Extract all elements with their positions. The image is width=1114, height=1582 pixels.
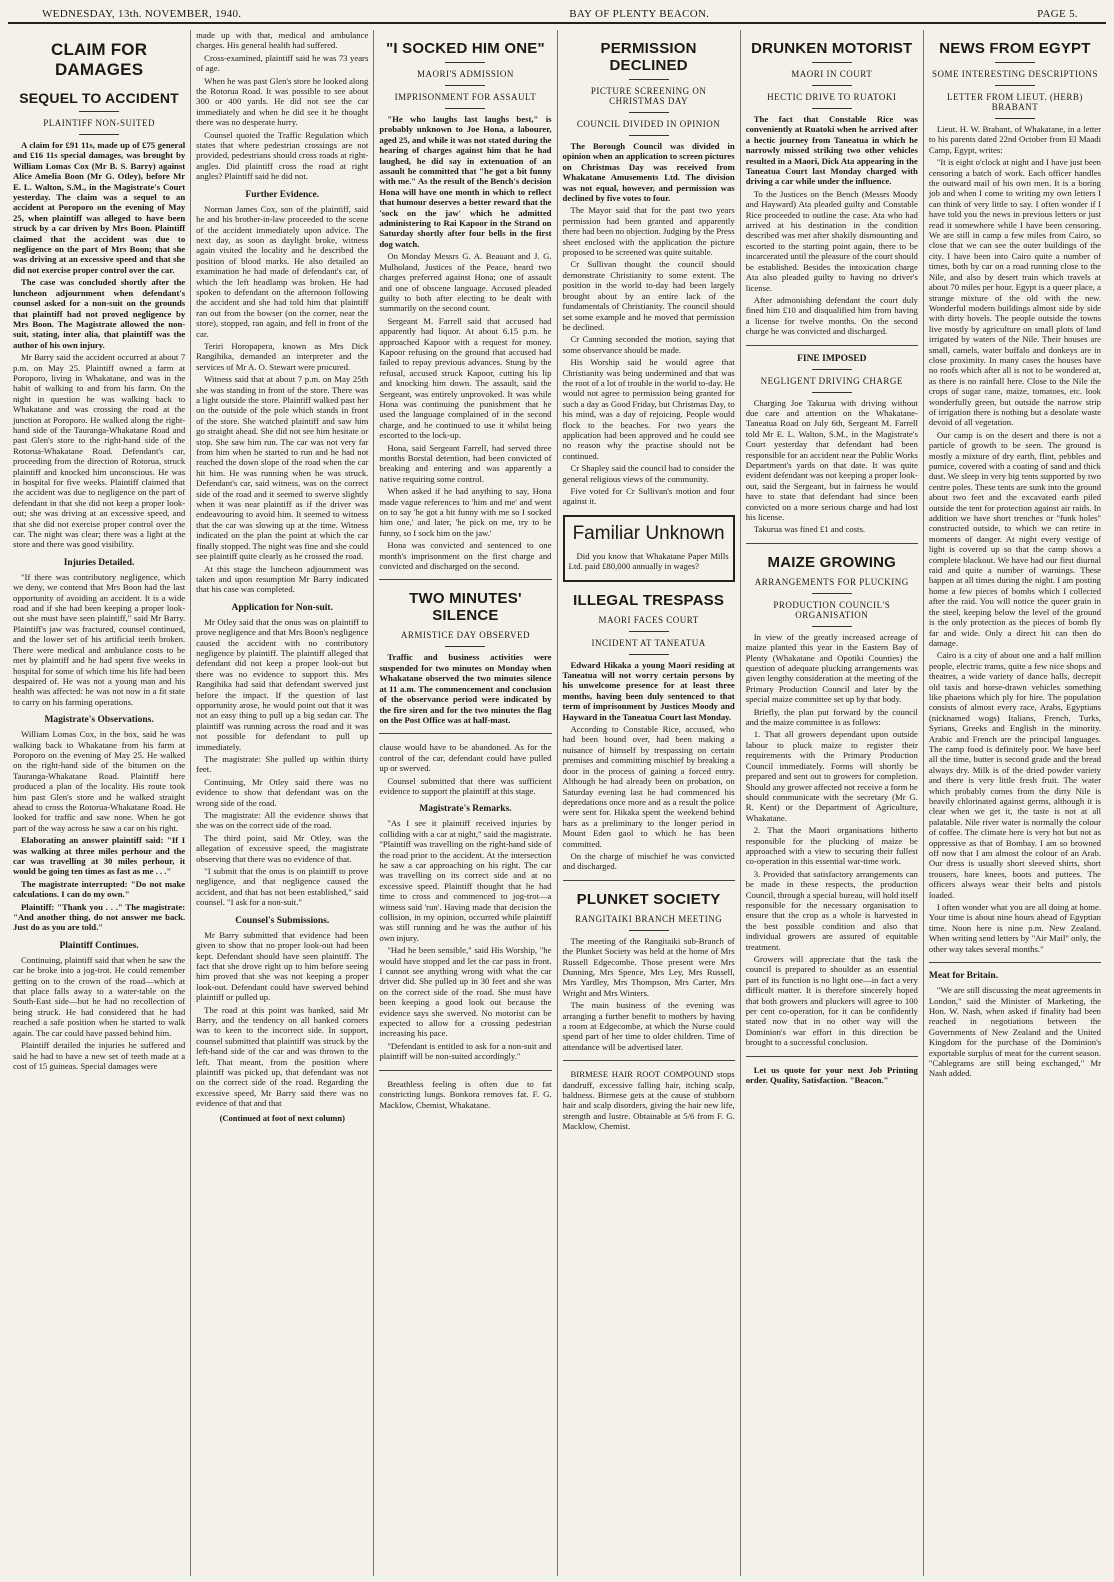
- paragraph: Sergeant M. Farrell said that accused had apparently had liquor. At about 6.15 p.m. he approached Kapoor with a request for money. Kapoor refusing on the ground that accused had failed to repay previous advances. Stung by the refusal, accused struck Kapoor, cutting his lip and knocking him down. The assault, said the Sergeant, was entirely unprovoked. It was while Hona was continuing the punishment that he used the language complained of in the second charge, and he continued to use it whilst being escorted to the lock-up.: [379, 315, 552, 441]
- divider: [79, 111, 119, 112]
- subhead: LETTER FROM LIEUT. (HERB) BRABANT: [947, 92, 1083, 112]
- subhead: MAORI'S ADMISSION: [416, 69, 514, 79]
- divider: [445, 85, 485, 86]
- paragraph: Cross-examined, plaintiff said he was 73 years of age.: [196, 52, 369, 74]
- advertisement: BIRMESE HAIR ROOT COMPOUND stops dandruff, excessive falling hair, itching scalp, baldness. Birmese gets at the cause of stubborn hair and scalp disorders, giving the hair new life, strength and lustre. Obtainable at 5/6 from F. G. Macklow, Chemist.: [562, 1069, 735, 1132]
- article-lead: A claim for £91 11s, made up of £75 general and £16 11s special damages, was brought by William Lomas Cox (Mr B. S. Barry) against Alice Amelia Boon (Mr G. Otley), before Mr E. L. Walton, S.M., in the Magistrate's Court yesterday. The claim was a sequel to an accident at Poroporo on the evening of May 25, when plaintiff was alleged to have been struck by a car driven by Mrs Boon. Plaintiff claimed that the accident was due to negligence on the part of Mrs Boon; that she was driving at an excessive speed and that she did not exercise proper control over the car.: [13, 140, 186, 275]
- section-heading: Application for Non-suit.: [231, 602, 333, 613]
- headline-drunken-motorist: DRUNKEN MOTORIST: [751, 40, 913, 57]
- divider: [812, 369, 852, 370]
- paragraph: Briefly, the plan put forward by the council and the maize committee is as follows:: [745, 706, 918, 728]
- paragraph: Plaintiff: "Thank you . . ." The magistrate: "And another thing, do not answer me back. Just do as you are told.": [13, 901, 186, 933]
- subhead: INCIDENT AT TANEATUA: [591, 637, 706, 648]
- paragraph: At this stage the luncheon adjournment was taken and upon resumption Mr Barry indicated that his case was completed.: [196, 563, 369, 595]
- paragraph: Cr Canning seconded the motion, saying that some observance should be made.: [562, 334, 735, 355]
- paragraph: Continuing, Mr Otley said there was no evidence to show that defendant was on the wrong side of the road.: [196, 776, 369, 808]
- subhead: PRODUCTION COUNCIL'S ORGANISATION: [773, 599, 891, 620]
- divider: [812, 593, 852, 594]
- divider: [445, 646, 485, 647]
- headline-sequel: SEQUEL TO ACCIDENT: [19, 90, 179, 106]
- divider: [379, 1070, 551, 1071]
- divider: [629, 631, 669, 632]
- paragraph: On Monday Messrs G. A. Beauant and J. G. Mulholand, Justices of the Peace, heard two charges preferred against Hona; one of assault and one of obscene language. Accused pleaded guilty to both after electing to be dealt with summarily on the second count.: [379, 251, 552, 314]
- paragraph: "If there was contributory negligence, which we deny, we contend that Mrs Boon had the last opportunity of avoiding an accident. It is a wide road and if she had been keeping a proper look-out she must have seen plaintiff," said Mr Barry. Plaintiff's jaw was fractured, counsel continued, and the lower set of his artificial teeth broken. There were medical and ambulance costs to be met by plaintiff and he had spent five weeks in hospital for some of which time his life had been despaired of. He was not a young man and his health was affected: he was not now in a fit state to carry on his farming operations.: [13, 571, 186, 707]
- paragraph: Teriri Horopapera, known as Mrs Dick Rangihika, demanded an interpreter and the services of Mr A. O. Stewart were procured.: [196, 340, 369, 372]
- paragraph: The meeting of the Rangitaiki sub-Branch of the Plunket Society was held at the home of Mrs Russell Edgecombe. Those present were Mrs Dunning, Mrs Spence, Mrs Ley, Mrs Russell, Mrs Yardley, Mrs Thompson, Mrs Carter, Mrs Wright and Mrs Winters.: [562, 935, 735, 998]
- divider: [995, 118, 1035, 119]
- paragraph: Witness said that at about 7 p.m. on May 25th she was standing in front of the store. There was a light outside the store. Plaintiff walked past her on the outside of the pole which stands in front of the store. She watched plaintiff and saw him go straight ahead. She did not see him hesitate or stop. She saw him run. The car was not very far from him when he started to run and he had not reached the down slope of the road when the car hit him. He was running when he was struck. Defendant's car, said witness, was on the correct side of the road and it seemed to swerve slightly when it was near plaintiff as if the driver was endeavouring to avoid him. It seemed to witness that the car was slowing up at the time. Witness indicated on the plan the point at which the car finally stopped. The night was fine and she could see plaintiff quite clearly as he crossed the road.: [196, 374, 369, 562]
- familiar-unknown-box: [563, 515, 735, 582]
- section-heading: Magistrate's Remarks.: [419, 804, 512, 815]
- subhead: ARMISTICE DAY OBSERVED: [400, 630, 530, 641]
- paragraph: made up with that, medical and ambulance charges. His general health had suffered.: [196, 30, 369, 51]
- subhead-non-suited: PLAINTIFF NON-SUITED: [43, 118, 155, 128]
- divider: [812, 62, 852, 63]
- subhead: HECTIC DRIVE TO RUATOKI: [767, 92, 897, 102]
- paragraph: The road at this point was banked, said Mr Barry, and the tendency on all banked corners was to keen to the incorrect side. In support, counsel submitted that plaintiff was struck by the left-hand side of the car and was thrown to the left. That meant, from the position where plaintiff was picked up, that defendant was not on the correct side of the road. Regarding the excessive speed, Mr Barry said there was no evidence of that and that: [196, 1004, 369, 1109]
- advertisement: Let us quote for your next Job Printing order. Quality, Satisfaction. "Beacon.": [745, 1064, 918, 1086]
- column-5: [741, 30, 924, 1576]
- divider: [812, 392, 852, 393]
- subhead: ARRANGEMENTS FOR PLUCKING: [754, 576, 909, 587]
- subhead: MAORI FACES COURT: [598, 614, 699, 625]
- paragraph: Cairo is a city of about one and a half million people, electric trams, quite a few nice shops and theatres, a wide variety of dance halls, decrepit old taxis and horse-drawn vehicles something like phaetons which ply for hire. The population consists of almost every race, Arabs, Egyptians (nicknamed wogs) Italians, French, Turks, Syrians, Greeks and English in the minority. Arabic and French are the principal languages. The camp food is definitely poor. We have beef all the time, butter is second grade and the bread always dry. Milk is of the dried powder variety and there is very little fresh fruit. The water which probably comes from the dirty Nile is heavily chlorinated against germs, although it is clear when we get it, the taste is not at all palatable. Nile river water is normally the colour of coffee. The climate here is very hot but not as oppressive as that of Bombay. I am so browned off now that I am almost the colour of an Arab. Our dress is usually short sleeved shirts, short trousers, bare knees, boots and puttees. The officers always wear their belts and pistols loaded.: [928, 650, 1102, 900]
- headline-socked-him-one: "I SOCKED HIM ONE": [386, 40, 545, 57]
- divider: [995, 85, 1035, 86]
- subhead: MAORI IN COURT: [791, 69, 873, 79]
- article-lead: Traffic and business activities were suspended for two minutes on Monday when Whakatane observed the two minutes silence at 11 a.m. The commencement and conclusion of the observance period were indicated by the fire siren and for the two minutes the flag on the Post Office was at half-mast.: [379, 652, 552, 725]
- paragraph: The magistrate: All the evidence shows that she was on the correct side of the road.: [196, 810, 369, 831]
- paper-name: BAY OF PLENTY BEACON.: [569, 8, 710, 20]
- subhead: SOME INTERESTING DESCRIPTIONS: [931, 69, 1098, 79]
- paragraph: Hona was convicted and sentenced to one month's imprisonment on the first charge and convicted and discharged on the second.: [379, 540, 552, 572]
- headline-plunket-society: PLUNKET SOCIETY: [576, 890, 721, 908]
- section-heading: Meat for Britain.: [928, 971, 999, 982]
- paragraph: Continuing, plaintiff said that when he saw the car he broke into a jog-trot. He could remember getting on to the crown of the road—which at that place falls away to a water-table on the South-East side—but he had no recollection of being struck. He had considered that he had reached a safe position when he started to walk again. The car could have passed behind him.: [13, 954, 186, 1038]
- paragraph: The Mayor said that for the past two years permission had been granted and apparently there had been no objection. Judging by the Press sheet enclosed with the application the picture proposed to be screened was quite suitable.: [562, 205, 735, 258]
- paragraph: Cr Shapley said the council had to consider the general religious views of the community.: [562, 463, 735, 484]
- divider: [995, 62, 1035, 63]
- paragraph: 3. Provided that satisfactory arrangements can be made in these respects, the production Council, through a special bureau, will hold itself responsible for the necessary organisation to ensure that the crop as a whole is harvested in the best possible condition and also that individual growers are assured of equitable treatment.: [745, 868, 918, 952]
- column-3: [374, 30, 557, 1576]
- article-lead: "He who laughs last laughs best," is probably unknown to Joe Hona, a labourer, aged 25, and while it was not stated during the hearing of charges against him that he had laughed, he did say in extenuation of an assault he committed that "he got a bit funny with me." As the result of the Bench's decision Hona will have one month in which to reflect that humour deserves a better reward that the 'sock on the jaw' which he admitted administering to Rai Kapoor in the Strand on Saturday shortly after four bells in the first dog watch.: [379, 114, 552, 249]
- column-4: [558, 30, 741, 1576]
- divider: [379, 733, 551, 734]
- section-heading: Plaintiff Continues.: [59, 940, 139, 951]
- column-2: [191, 30, 374, 1576]
- masthead: [8, 0, 1106, 24]
- columns: [8, 30, 1106, 1576]
- paragraph: The third point, said Mr Otley, was the allegation of excessive speed, the magistrate observing that there was no evidence of that.: [196, 832, 369, 864]
- divider: [629, 112, 669, 113]
- paragraph: On the charge of mischief he was convicted and discharged.: [562, 850, 735, 872]
- section-heading: Magistrate's Observations.: [44, 715, 154, 726]
- paragraph: Plaintiff detailed the injuries he suffered and said he had to have a new set of teeth made at a cost of 15 guineas. Special damages were: [13, 1040, 186, 1071]
- column-6: [924, 30, 1106, 1576]
- paragraph: "Defendant is entitled to ask for a non-suit and plaintiff will be non-suited accordingly.": [379, 1040, 552, 1062]
- article-lead: Edward Hikaka a young Maori residing at Taneatua will not worry certain persons by his unwelcome presence for at least three months, having been duly sentenced to that term of imprisonment by Justices Moody and Hayward in the Taneatua Court last Monday.: [562, 659, 735, 722]
- divider: [629, 654, 669, 655]
- headline-maize-growing: MAIZE GROWING: [767, 553, 896, 571]
- subhead: COUNCIL DIVIDED IN OPINION: [576, 119, 721, 129]
- paragraph: Cr Sullivan thought the council should demonstrate Christianity to some extent. The position in the world to-day had been largely brought about by an entire lack of the fundamentals of Christianity. The council should set some example and he moved that permission be declined.: [562, 259, 735, 332]
- divider: [746, 345, 918, 346]
- paragraph: Mr Barry submitted that evidence had been given to show that no proper look-out had been kept. Defendant should have seen plaintiff. The fact that she drove right up to him before seeing him proved that she was not keeping a proper look-out. Defendant could have swerved behind plaintiff or pulled up.: [196, 929, 369, 1003]
- headline-claim-for-damages: CLAIM FOR DAMAGES: [50, 40, 148, 79]
- paragraph: "It is eight o'clock at night and I have just been censoring a batch of work. Each officer handles the outward mail of his own men. It is a boring job and when I come to writing my own letters I can think of very little to say. I often wonder if I have told you the news in previous letters or just read it somewhere while I have been censoring. We are still in camp a few miles from Cairo, so close that we can see the outer buildings of the city. I have been into Cairo quite a number of times, both by car on a road running close to the Nile, and also by desert train which travels at about 70 miles per hour. Egypt is a queer place, a strange mixture of the old with the new. Wonderful modern buildings almost side by side with dirty hovels. The people outside the towns live mostly by agriculture on small plots of land irrigated by waters of the Nile. Their houses are small, camels, water buffalo and donkeys are in close proximity. In many cases the houses have no roofs which after all is not to be wondered at, as there is no rainfall here. Close to the Nile the crops of sugar cane, maize, tomatoes, etc. look wonderfully green, but outside the narrow strip of irrigation there is nothing but a desolate waste devoid of all vegetation.: [928, 157, 1102, 428]
- divider: [445, 108, 485, 109]
- headline-two-minutes-silence: TWO MINUTES' SILENCE: [409, 590, 522, 625]
- box-text: Did you know that Whakatane Paper Mills Ltd. paid £80,000 annually in wages?: [568, 550, 729, 572]
- paragraph: According to Constable Rice, accused, who had been bound over, had been making a nuisance of himself by trespassing on certain premises and committing mischief by breaking a door in the process of gaining a forced entry. Although he had already been on probation, on Saturday evening last he had commenced his depredations once more and as a result the police were sent for. Hikaka spent the weekend behind bars as a preliminary to the longer period in Mount Eden gaol to which he has been committed.: [562, 724, 735, 849]
- section-heading: Injuries Detailed.: [63, 557, 135, 568]
- divider: [812, 108, 852, 109]
- continued-note: (Continued at foot of next column): [219, 1112, 345, 1123]
- paragraph: To the Justices on the Bench (Messrs Moody and Hayward) Ata pleaded guilty and Constable Rice proceeded to outline the case. Ata who had arrived at his destination in the condition described was met after shakily dismounting and escorted to the starting point again, there to be incarcerated until the pleasure of the court should be established. Besides the intoxication charge Ata also pleaded guilty to having no driver's license.: [745, 188, 918, 293]
- paragraph: William Lomas Cox, in the box, said he was walking back to Whakatane from his farm at Poroporo on the evening of May 25. He walked on the right-hand side of the bitumen on the Tauranga-Whakatane Road. Plaintiff here produced a plan of the locality. His route took him past Glen's store and he walked straight ahead to cross the Rotorua-Whakatane Road. He looked for traffic and saw none. When he got part of the way across he saw a car on his right.: [13, 729, 186, 833]
- divider: [812, 85, 852, 86]
- paragraph: Growers will appreciate that the task the council is prepared to shoulder as an essential part of its function is no light one—in fact a very difficult matter. It is therefore sincerely hoped that both growers and pluckers will agree to 100 per cent co-operation, for it can be confidently stated now that in no other way will the Dominion's war effort in this direction be brought to a successful conclusion.: [745, 954, 918, 1048]
- paragraph: Counsel submitted that there was sufficient evidence to support the plaintiff at this stage.: [379, 775, 552, 796]
- paragraph: Norman James Cox, son of the plaintiff, said he and his brother-in-law proceeded to the scene of the accident immediately upon advice. The next day, as soon as daylight broke, witness again visited the locality and he described the position of blood marks. He also detailed an examination he had made of defendant's car, of which the left headlamp was broken. He had spoken to defendant on the afternoon following the accident and she had told him that plaintiff ran out from the bowser (on the corner, near the store), stopped, ran again, and fell in front of the car.: [196, 203, 369, 339]
- article-lead: The Borough Council was divided in opinion when an application to screen pictures on Christmas Day was received from Whakatane Amusements Ltd. The division was not equal, however, and permission was declined by five votes to four.: [562, 141, 735, 204]
- paragraph: Five voted for Cr Sullivan's motion and four against it.: [562, 486, 735, 507]
- divider: [812, 626, 852, 627]
- paragraph: In view of the greatly increased acreage of maize planted this year in the Eastern Bay of Plenty (Whakatane and Opotiki Counties) the question of adequate plucking arrangements was given lengthy consideration at the meeting of the Primary Production Council and later by the special maize committee set up by that body.: [745, 631, 918, 705]
- headline-news-from-egypt: NEWS FROM EGYPT: [939, 40, 1091, 57]
- divider: [445, 62, 485, 63]
- paragraph: The main business of the evening was arranging a further benefit to mothers by having a room at Edgecombe, at which the Nurse could spend part of her time to older children. Time of attendance will be advertised later.: [562, 1000, 735, 1052]
- issue-date: WEDNESDAY, 13th. NOVEMBER, 1940.: [42, 8, 242, 20]
- paragraph: When he was past Glen's store he looked along the Rotorua Road. It was possible to see about 300 or 400 yards. He did not see the car immediately and when he did see it he thought there was no desperate hurry.: [196, 75, 369, 128]
- page-number: PAGE 5.: [1037, 8, 1078, 20]
- section-heading: Counsel's Submissions.: [235, 915, 330, 926]
- section-heading: Further Evidence.: [245, 189, 320, 200]
- paragraph: 2. That the Maori organisations hitherto responsible for the plucking of maize be approached with a view to securing their fullest co-operation in this essential war-time work.: [745, 825, 918, 867]
- advertisement: Breathless feeling is often due to fat constricting lungs. Bonkora removes fat. F. G. Macklow, Chemist, Whakatane.: [379, 1078, 552, 1110]
- paragraph: When asked if he had anything to say, Hona made vague references to 'him and me' and went on to say 'he got a bit funny with me so I socked him one,' and later, 'he pick on me, try to be funny, so I sock him on the jaw.': [379, 486, 552, 538]
- divider: [746, 1056, 918, 1057]
- paragraph: Mr Barry said the accident occurred at about 7 p.m. on May 25. Plaintiff owned a farm at Poroporo, living in Whakatane, and was in the habit of walking to and from his farm. On the night in question he was walking back to Whakatane and was crossing the road at the junction at Poroporo. He walked along the right-hand side of the Tauranga-Whakatane Road and past Glen's store to the right-hand side of the Rotorua-Whakatane Road. Defendant's car, proceeding from the direction of Rotorua, struck plaintiff and knocked him unconscious. He was in hospital for five weeks. Plaintiff claimed that the accident was due to negligence on the part of defendant in that she did not keep a proper look-out; she was driving at an excessive speed, and that she did not exercise proper control over the car. The night was clear; there was a light at the store and there was good visibility.: [13, 352, 186, 550]
- divider: [629, 79, 669, 80]
- subhead: IMPRISONMENT FOR ASSAULT: [394, 92, 537, 102]
- paragraph: Elaborating an answer plaintiff said: "If I was walking at three miles perhour and the car was travelling at 30 miles perhour, it would be going ten times as fast as me . . .": [13, 835, 186, 877]
- paragraph: I often wonder what you are all doing at home. Your time is about nine hours ahead of Egyptian time. Noon here is nine p.m. New Zealand. When writing send letters by "Air Mail" only, the other way takes several months.": [928, 902, 1102, 954]
- paragraph: The magistrate: She pulled up within thirty feet.: [196, 754, 369, 775]
- divider: [629, 930, 669, 931]
- paragraph: "As I see it plaintiff received injuries by colliding with a car at night," said the magistrate. "Plaintiff was travelling on the right-hand side of the road prior to the accident. At the intersection he saw a car approaching on his right. The car was travelling on its correct side and at no excessive speed. Plaintiff thought that he had time to cross and commenced to jog-trot—a witness said 'run'. Having made that decision the collision, in my opinion, occurred while plaintiff was still running and he was the author of his own injury.: [379, 818, 552, 943]
- paragraph: "I submit that the onus is on plaintiff to prove negligence, and that negligence caused the accident, and that has not been established," said counsel. "I ask for a non-suit.": [196, 866, 369, 908]
- column-1: [8, 30, 191, 1576]
- divider: [629, 135, 669, 136]
- headline-permission-declined: PERMISSION DECLINED: [600, 40, 697, 74]
- paragraph: 1. That all growers dependant upon outside labour to pluck maize to register their requirements with the Primary Production Council immediately. Forms will shortly be prepared and sent out to growers for completion. Should any grower affected not receive a form he should communicate with the secretary (Mr G. R. Kent) or the Department of Agriculture, Whakatane.: [745, 729, 918, 823]
- paragraph: Counsel quoted the Traffic Regulation which states that where pedestrian crossings are not provided, pedestrians should cross roads at right-angles. Did plaintiff cross the road at right angles? Plaintiff said he did not.: [196, 129, 369, 182]
- article-lead: The fact that Constable Rice was conveniently at Ruatoki when he arrived after a hectic journey from Taneatua in which he narrowly missed striking two other vehicles resulted in a Maori, Dick Ata appearing in the Taneatua Court last Monday charged with driving a car while under the influence.: [745, 114, 918, 187]
- headline-fine-imposed: FINE IMPOSED: [797, 353, 867, 364]
- paragraph: Lieut. H. W. Brabant, of Whakatane, in a letter to his parents dated 22nd October from El Maadi Camp, Egypt, writes:: [928, 124, 1102, 155]
- paragraph: His Worship said he would agree that Christianity was being undermined and that was the root of a lot of trouble in the world to-day. He would not agree to permission being granted for such a day as Good Friday, but Christmas Day, to his mind, was a day of rejoicing. People would flock to the beaches. For two years the application had been approved and he could see no reason why the practise should not be continued.: [562, 357, 735, 461]
- headline-illegal-trespass: ILLEGAL TRESPASS: [573, 591, 725, 609]
- divider: [929, 962, 1101, 963]
- divider: [563, 880, 735, 881]
- divider: [746, 543, 918, 544]
- paragraph: After admonishing defendant the court duly fined him £10 and disqualified him from having a license for twelve months. On the second charge he was convicted and discharged.: [745, 294, 918, 337]
- divider: [563, 1060, 735, 1061]
- paragraph: "We are still discussing the meat agreements in London," said the Minister of Marketing, the Hon. W. Nash, when asked if finality had been reached in negotiations between the Governments of New Zealand and the United Kingdom for the purchase of the Dominion's exportable surplus of meat for the current season. "Cablegrams are still being exchanged," Mr Nash added.: [928, 985, 1102, 1079]
- paragraph: "Had he been sensible," said His Worship, "he would have stopped and let the car pass in front. I cannot see anything wrong with what the car driver did. She pulled up in 30 feet and she was on the correct side of the road. She must have been keeping a good look out because the evidence says she swerved. No motorist can be expected to allow for a crossing pedestrian increasing his pace.: [379, 945, 552, 1039]
- paragraph: Hona, said Sergeant Farrell, had served three months Borstal detention, had been convicted of breaking and entering and was apparently a native requiring some control.: [379, 442, 552, 484]
- paragraph: Charging Joe Takurua with driving without due care and attention on the Whakatane-Taneatua Road on July 6th, Sergeant M. Farrell told Mr E. L. Walton, S.M., in the Magistrate's Court yesterday that defendant had been responsible for an accident near the Public Works Department's yards on that date. It was quite evident defendant was not keeping a proper look-out, said the Sergeant, but in fairness he would have to state that defendant had since been convicted on a more serious charge and had lost his license.: [745, 397, 918, 522]
- subhead: NEGLIGENT DRIVING CHARGE: [760, 375, 903, 386]
- divider: [79, 134, 119, 135]
- paragraph: clause would have to be abandoned. As for the control of the car, defendant could have pulled up or swerved.: [379, 742, 552, 774]
- divider: [379, 579, 551, 580]
- paragraph: Our camp is on the desert and there is not a particle of growth to be seen. The ground is mostly a mixture of dry earth, flint, pebbles and pumice, covered with a coating of sand and thick dust. We sleep in very big tents supported by two centre poles. These tents are sunk into the ground about two feet and the excavated earth piled outside the tent for protection against air raids. In addition we have short trenches or "funk holes" constructed outside, to which we can retire in moments of danger. At night every vestige of light is covered up so that the camp shows a complete blackout. We have had our first diurnal raid and quite a number of warnings. These happen at all times during the night. I am posting home a few pieces of bombs which I collected after the raid. You will notice the queer grain in the steel, keeping below the level of the ground is the only protection as the pieces of bomb fly far and wide. Only a direct hit can then do damage.: [928, 429, 1102, 648]
- paragraph: The magistrate interrupted: "Do not make calculations. I can do my own.": [13, 878, 186, 900]
- paragraph: Takurua was fined £1 and costs.: [753, 524, 866, 535]
- article-lead-2: The case was concluded shortly after the luncheon adjournment when defendant's counsel asked for a non-suit on the grounds that plaintiff had not proved negligence by Mrs Boon. The Magistrate allowed the non-suit, stating, inter alia, that plaintiff was the author of his own injury.: [13, 277, 186, 350]
- subhead: PICTURE SCREENING ON CHRISTMAS DAY: [590, 86, 707, 106]
- subhead: RANGITAIKI BRANCH MEETING: [574, 913, 723, 924]
- paragraph: Mr Otley said that the onus was on plaintiff to prove negligence and that Mrs Boon's negligence caused the accident with no contributory negligence by plaintiff. The plaintiff alleged that defendant did not keep a proper look-out but there was no evidence to support this. Mrs Rangihika had said that defendant swerved just before the impact. If the question of last opportunity arose, he would point out that it was not an easy thing to pull up a big sedan car. The plaintiff was running across the road and it was not possible for defendant to pull up immediately.: [196, 616, 369, 752]
- box-title: Familiar Unknown: [572, 522, 725, 544]
